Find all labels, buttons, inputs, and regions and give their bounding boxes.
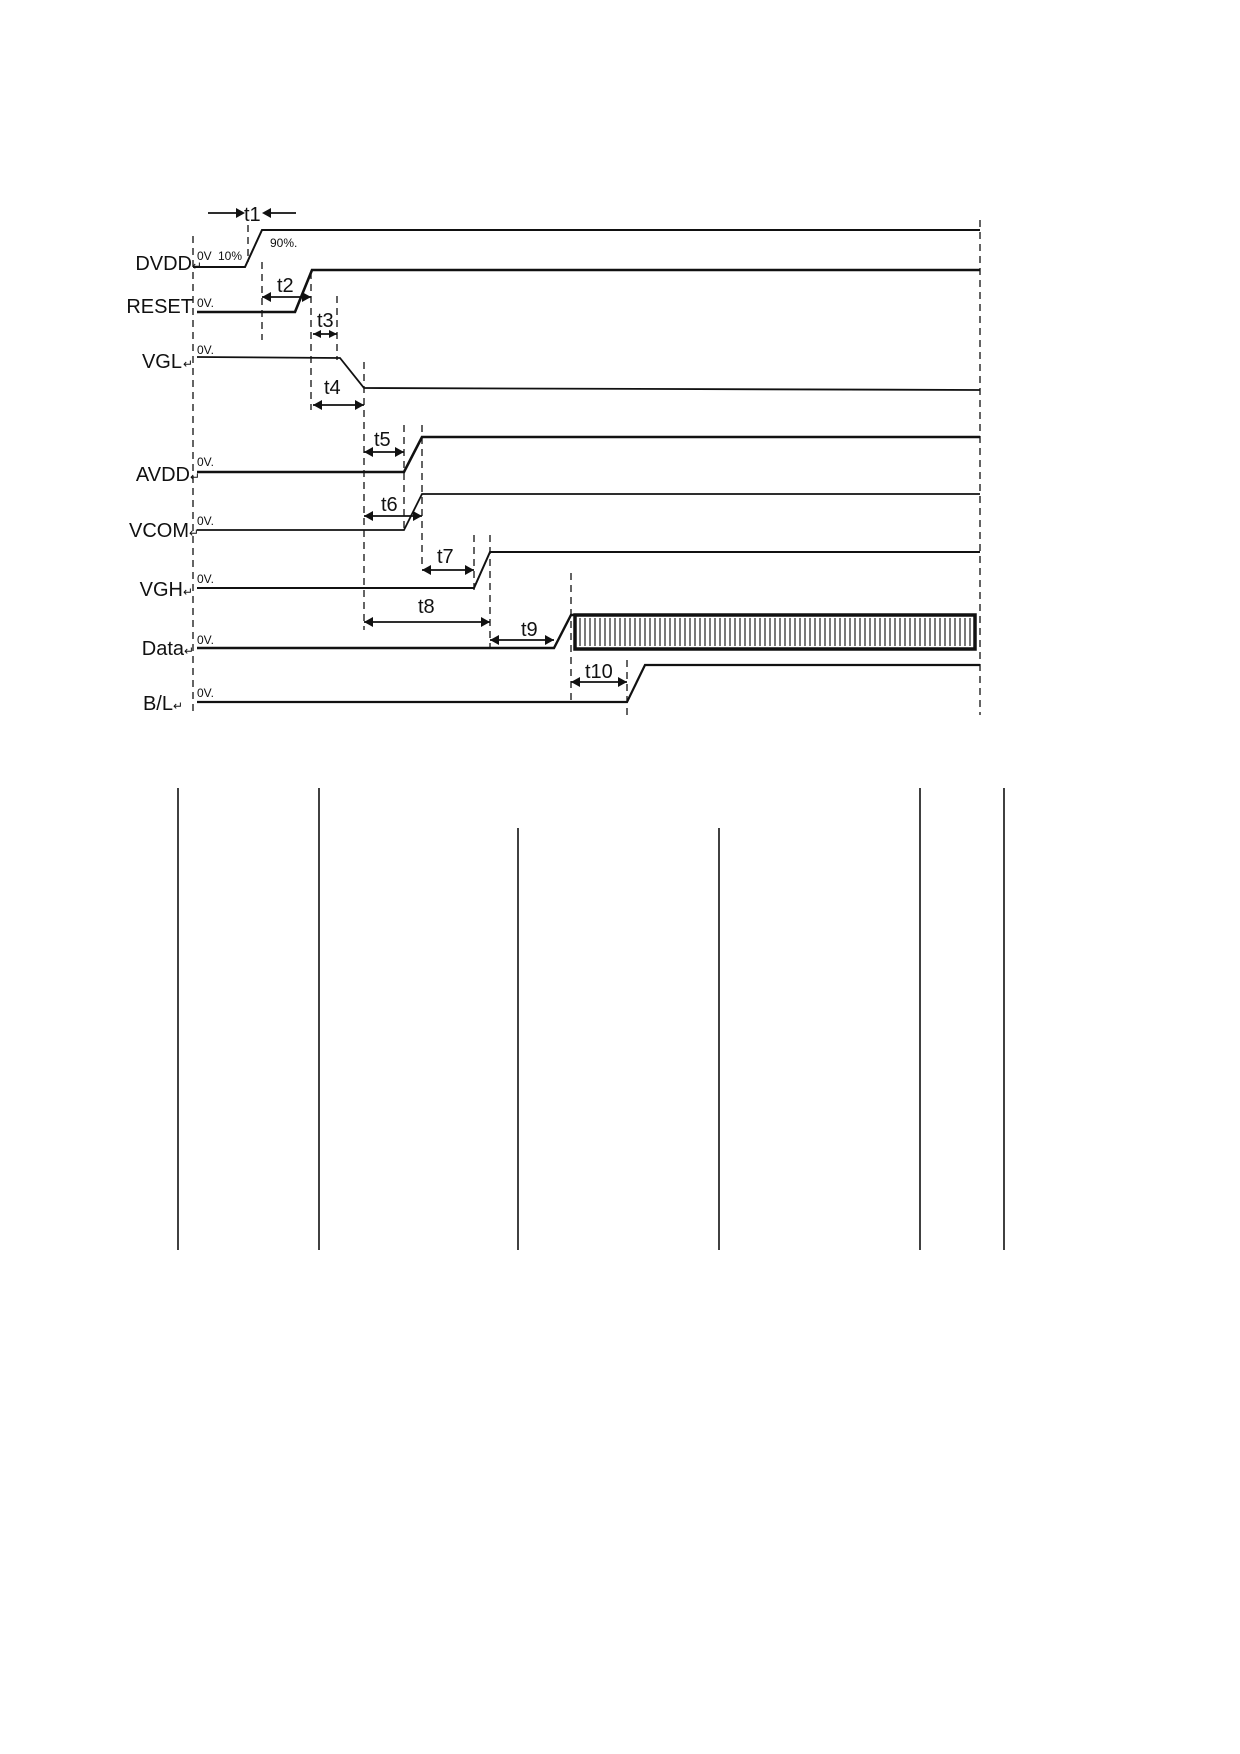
- signal-label-data-mark: ↵: [184, 644, 195, 658]
- pct-low-label: 10%: [218, 249, 243, 263]
- arrow-t4: [313, 400, 364, 410]
- zero-label-vgh: 0V.: [197, 572, 214, 586]
- waveform-data: [197, 615, 575, 648]
- timing-label-t9: t9: [521, 619, 538, 641]
- signal-label-vcom-mark: ↵: [189, 526, 200, 540]
- waveform-dvdd: [193, 230, 980, 267]
- waveform-vgh: [197, 552, 980, 588]
- zero-label-data: 0V.: [197, 633, 214, 647]
- signal-label-avdd-mark: ↵: [190, 470, 201, 484]
- zero-label-bl: 0V.: [197, 686, 214, 700]
- timing-labels: [244, 204, 613, 683]
- zero-label-vcom: 0V.: [197, 514, 214, 528]
- signal-label-vgh-mark: ↵: [183, 585, 194, 599]
- pct-high-label: 90%.: [270, 236, 298, 250]
- lower-vertical-rules: [178, 788, 1004, 1250]
- signal-label-vgl-mark: ↵: [183, 357, 194, 371]
- signal-label-data: Data: [141, 638, 184, 660]
- zero-volt-labels: [197, 236, 297, 700]
- waveform-vcom: [197, 494, 980, 530]
- signal-labels: [126, 253, 202, 715]
- zero-label-reset: 0V.: [197, 296, 214, 310]
- timing-label-t8: t8: [418, 596, 435, 618]
- timing-label-t10: t10: [585, 661, 613, 683]
- zero-label-avdd: 0V.: [197, 455, 214, 469]
- zero-label-vgl: 0V.: [197, 343, 214, 357]
- timing-label-t4: t4: [324, 377, 341, 399]
- zero-label-dvdd: 0V: [197, 249, 212, 263]
- arrow-t8: [364, 617, 490, 627]
- signal-label-vgh: VGH: [139, 579, 183, 601]
- waveform-vgl: [197, 357, 980, 390]
- timing-label-t2: t2: [277, 275, 294, 297]
- timing-label-t6: t6: [381, 494, 398, 516]
- timing-label-t1: t1: [244, 204, 261, 226]
- timing-label-t7: t7: [437, 546, 454, 568]
- signal-label-dvdd: DVDD: [135, 253, 192, 275]
- signal-label-reset: RESET: [126, 296, 193, 318]
- timing-label-t5: t5: [374, 429, 391, 451]
- signal-label-dvdd-mark: ↵: [192, 259, 203, 273]
- waveform-reset: [197, 270, 980, 312]
- data-active-region: [575, 615, 975, 649]
- signal-label-bl-mark: ↵: [173, 699, 184, 713]
- signal-label-vgl: VGL: [141, 351, 182, 373]
- signal-label-bl: B/L: [142, 693, 173, 715]
- waveform-avdd: [197, 437, 980, 472]
- signal-label-avdd: AVDD: [135, 464, 190, 486]
- timing-label-t3: t3: [317, 310, 334, 332]
- signal-label-vcom: VCOM: [129, 520, 189, 542]
